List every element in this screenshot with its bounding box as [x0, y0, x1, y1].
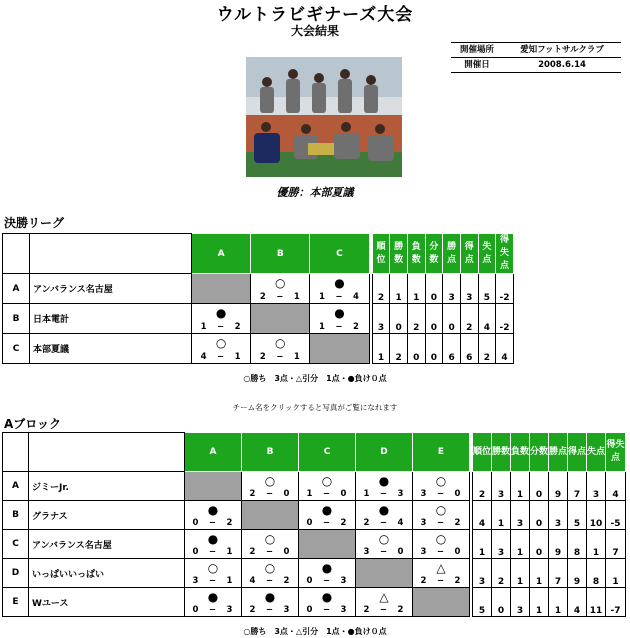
- match-score: 3 − 1: [192, 576, 234, 586]
- stat-value: 0: [407, 334, 425, 364]
- match-score: 2 − 2: [363, 605, 405, 615]
- a-block-title: Aブロック: [4, 417, 62, 431]
- corner-cell: [29, 433, 185, 472]
- corner-cell: [3, 433, 29, 472]
- match-score: 0 − 3: [192, 605, 234, 615]
- team-name-link[interactable]: アンバランス名古屋: [30, 274, 192, 304]
- result-symbol: ●: [207, 532, 219, 546]
- stat-header: 分数: [425, 234, 443, 274]
- stat-header: 分数: [530, 433, 549, 472]
- legend: ○勝ち 3点・△引分 1点・●負け０点: [243, 374, 387, 383]
- stat-value: 3: [492, 472, 511, 501]
- team-letter: B: [3, 304, 30, 334]
- stat-header: 得点: [460, 234, 478, 274]
- match-result-cell: [413, 501, 470, 530]
- match-score: 2 − 2: [420, 576, 462, 586]
- match-score: 3 − 0: [420, 547, 462, 557]
- header-row: [3, 234, 622, 274]
- stat-value: 9: [549, 530, 568, 559]
- stat-header: 負数: [511, 433, 530, 472]
- stat-value: -2: [496, 274, 514, 304]
- self-match-cell: [251, 304, 310, 334]
- stat-header: 順位: [372, 234, 390, 274]
- legend: ○勝ち 3点・△引分 1点・●負け０点: [243, 627, 387, 636]
- stat-value: 2: [478, 334, 496, 364]
- match-result-cell: [242, 559, 299, 588]
- match-result-cell: [356, 501, 413, 530]
- date-row: [451, 58, 621, 73]
- stat-value: 0: [425, 274, 443, 304]
- stat-value: 1: [511, 559, 530, 588]
- match-score: 0 − 2: [306, 518, 348, 528]
- match-score: 0 − 3: [306, 576, 348, 586]
- stat-value: 1: [473, 530, 492, 559]
- match-result-cell: [356, 530, 413, 559]
- match-score: 1 − 0: [306, 489, 348, 499]
- match-score: 1 − 2: [200, 322, 242, 332]
- stat-value: 4: [478, 304, 496, 334]
- match-score: 1 − 2: [319, 322, 360, 332]
- match-result-cell: [242, 530, 299, 559]
- match-result-cell: [299, 559, 356, 588]
- stat-value: 2: [492, 559, 511, 588]
- stat-value: 9: [549, 472, 568, 501]
- result-symbol: ●: [207, 503, 219, 517]
- final-league-title: 決勝リーグ: [4, 216, 65, 230]
- match-result-cell: [356, 588, 413, 617]
- stat-value: 0: [390, 304, 408, 334]
- stat-value: 4: [473, 501, 492, 530]
- match-score: 3 − 0: [363, 547, 405, 557]
- match-score: 0 − 3: [306, 605, 348, 615]
- stat-header: 勝数: [492, 433, 511, 472]
- self-match-cell: [299, 530, 356, 559]
- team-letter: C: [3, 334, 30, 364]
- stat-header: 失点: [587, 433, 606, 472]
- stat-value: 3: [587, 472, 606, 501]
- stat-value: 1: [511, 472, 530, 501]
- stat-header: 勝点: [549, 433, 568, 472]
- result-symbol: ●: [207, 590, 219, 604]
- team-name-link[interactable]: ジミーJr.: [29, 472, 185, 501]
- stat-value: 6: [443, 334, 461, 364]
- col-header: B: [251, 234, 310, 274]
- stat-value: 5: [478, 274, 496, 304]
- match-result-cell: [310, 274, 369, 304]
- venue-label: 開催場所: [459, 45, 494, 55]
- team-row: [3, 304, 622, 334]
- stat-value: 9: [568, 559, 587, 588]
- stat-value: 3: [511, 501, 530, 530]
- team-letter: A: [3, 472, 29, 501]
- result-symbol: △: [436, 561, 446, 575]
- stat-value: 1: [587, 530, 606, 559]
- team-row: [3, 472, 626, 501]
- stat-value: 3: [473, 559, 492, 588]
- match-score: 0 − 1: [192, 547, 234, 557]
- stat-header: 負数: [407, 234, 425, 274]
- match-result-cell: [242, 472, 299, 501]
- corner-cell: [3, 234, 30, 274]
- stat-value: 1: [390, 274, 408, 304]
- match-result-cell: [242, 588, 299, 617]
- self-match-cell: [310, 334, 369, 364]
- venue-row: [451, 42, 621, 58]
- click-note: チーム名をクリックすると写真がご覧になれます: [232, 403, 398, 412]
- stat-value: 7: [549, 559, 568, 588]
- result-symbol: ○: [378, 532, 390, 546]
- stat-value: 1: [407, 274, 425, 304]
- col-header: A: [185, 433, 242, 472]
- match-result-cell: [251, 274, 310, 304]
- page-title: ウルトラビギナーズ大会: [216, 5, 414, 25]
- stat-value: 0: [492, 588, 511, 617]
- stat-header: 得失点: [606, 433, 626, 472]
- result-symbol: ○: [435, 474, 447, 488]
- self-match-cell: [192, 274, 251, 304]
- stat-value: 2: [407, 304, 425, 334]
- result-symbol: ●: [334, 276, 345, 290]
- team-name-link[interactable]: 日本電計: [30, 304, 192, 334]
- result-symbol: ○: [264, 474, 276, 488]
- stat-header: 勝点: [443, 234, 461, 274]
- stat-value: 2: [473, 472, 492, 501]
- event-info: [451, 42, 621, 73]
- stat-header: 順位: [473, 433, 492, 472]
- stat-value: -2: [496, 304, 514, 334]
- match-score: 1 − 3: [363, 489, 405, 499]
- stat-value: 0: [530, 501, 549, 530]
- match-result-cell: [251, 334, 310, 364]
- stat-value: 1: [549, 588, 568, 617]
- match-result-cell: [299, 588, 356, 617]
- result-symbol: ●: [215, 306, 227, 320]
- match-result-cell: [413, 472, 470, 501]
- team-name-link[interactable]: 本部夏議: [30, 334, 192, 364]
- self-match-cell: [413, 588, 470, 617]
- stat-value: 3: [443, 274, 461, 304]
- self-match-cell: [356, 559, 413, 588]
- stat-value: 1: [511, 530, 530, 559]
- col-header: C: [299, 433, 356, 472]
- team-row: [3, 274, 622, 304]
- stat-header: 失点: [478, 234, 496, 274]
- col-header: E: [413, 433, 470, 472]
- date-value: 2008.6.14: [538, 60, 586, 70]
- match-result-cell: [413, 530, 470, 559]
- a-block-table: [2, 432, 626, 617]
- stat-value: 11: [587, 588, 606, 617]
- match-result-cell: [185, 530, 242, 559]
- result-symbol: △: [379, 590, 389, 604]
- team-photo: [246, 57, 402, 177]
- match-score: 4 − 1: [200, 352, 242, 362]
- team-letter: E: [3, 588, 29, 617]
- stat-value: 2: [372, 274, 390, 304]
- stat-header: 得失点: [496, 234, 514, 274]
- stat-value: 5: [473, 588, 492, 617]
- photo-caption: 優勝：本部夏議: [276, 186, 354, 199]
- stat-value: 4: [496, 334, 514, 364]
- result-symbol: ○: [207, 561, 219, 575]
- result-symbol: ○: [264, 561, 276, 575]
- team-row: [3, 588, 626, 617]
- match-result-cell: [192, 304, 251, 334]
- match-score: 2 − 1: [259, 352, 301, 362]
- stat-value: 3: [549, 501, 568, 530]
- result-symbol: ○: [215, 336, 227, 350]
- result-symbol: ●: [378, 503, 390, 517]
- stat-value: 1: [492, 501, 511, 530]
- result-symbol: ○: [275, 336, 286, 350]
- stat-value: 3: [492, 530, 511, 559]
- match-score: 2 − 3: [249, 605, 291, 615]
- stat-value: -5: [606, 501, 626, 530]
- match-score: 2 − 4: [363, 518, 405, 528]
- team-name-link[interactable]: いっぱいいっぱい: [29, 559, 185, 588]
- match-result-cell: [185, 588, 242, 617]
- col-header: A: [192, 234, 251, 274]
- stat-value: 0: [530, 472, 549, 501]
- team-row: [3, 334, 622, 364]
- stat-value: 3: [372, 304, 390, 334]
- team-row: [3, 559, 626, 588]
- stat-value: 4: [568, 588, 587, 617]
- match-score: 3 − 2: [420, 518, 462, 528]
- result-symbol: ○: [275, 276, 286, 290]
- team-name-link[interactable]: Wユース: [29, 588, 185, 617]
- stat-value: 7: [606, 530, 626, 559]
- result-symbol: ●: [321, 503, 333, 517]
- final-league-table: [2, 233, 622, 364]
- stat-value: 1: [530, 559, 549, 588]
- stat-value: 0: [425, 334, 443, 364]
- team-row: [3, 501, 626, 530]
- result-symbol: ●: [334, 306, 345, 320]
- match-result-cell: [192, 334, 251, 364]
- corner-cell: [30, 234, 192, 274]
- team-letter: A: [3, 274, 30, 304]
- match-result-cell: [185, 559, 242, 588]
- result-symbol: ●: [321, 561, 333, 575]
- result-symbol: ○: [435, 503, 447, 517]
- stat-value: 3: [460, 274, 478, 304]
- match-result-cell: [185, 501, 242, 530]
- result-symbol: ●: [264, 590, 276, 604]
- match-result-cell: [356, 472, 413, 501]
- result-symbol: ○: [435, 532, 447, 546]
- stat-value: 1: [372, 334, 390, 364]
- page-subtitle: 大会結果: [290, 24, 339, 38]
- stat-header: 得点: [568, 433, 587, 472]
- team-letter: D: [3, 559, 29, 588]
- result-symbol: ○: [321, 474, 333, 488]
- stat-value: 2: [460, 304, 478, 334]
- stat-value: -7: [606, 588, 626, 617]
- col-header: C: [310, 234, 369, 274]
- stat-value: 0: [425, 304, 443, 334]
- result-symbol: ●: [321, 590, 333, 604]
- date-label: 開催日: [464, 60, 490, 70]
- stat-value: 3: [511, 588, 530, 617]
- match-result-cell: [299, 472, 356, 501]
- stat-value: 8: [587, 559, 606, 588]
- self-match-cell: [242, 501, 299, 530]
- match-result-cell: [299, 501, 356, 530]
- venue-value: 愛知フットサルクラブ: [520, 45, 604, 55]
- stat-value: 10: [587, 501, 606, 530]
- match-score: 3 − 0: [420, 489, 462, 499]
- match-score: 2 − 0: [249, 489, 291, 499]
- stat-header: 勝数: [390, 234, 408, 274]
- stat-value: 1: [606, 559, 626, 588]
- stat-value: 0: [530, 530, 549, 559]
- match-score: 0 − 2: [192, 518, 234, 528]
- team-letter: C: [3, 530, 29, 559]
- header-row: [3, 433, 626, 472]
- stat-value: 6: [460, 334, 478, 364]
- match-result-cell: [310, 304, 369, 334]
- team-name-link[interactable]: アンバランス名古屋: [29, 530, 185, 559]
- stat-value: 2: [390, 334, 408, 364]
- match-score: 2 − 0: [249, 547, 291, 557]
- match-result-cell: [413, 559, 470, 588]
- stat-value: 0: [443, 304, 461, 334]
- stat-value: 1: [530, 588, 549, 617]
- col-header: D: [356, 433, 413, 472]
- stat-value: 8: [568, 530, 587, 559]
- result-symbol: ○: [264, 532, 276, 546]
- match-score: 2 − 1: [259, 292, 301, 302]
- match-score: 4 − 2: [249, 576, 291, 586]
- stat-value: 7: [568, 472, 587, 501]
- result-symbol: ●: [378, 474, 390, 488]
- team-row: [3, 530, 626, 559]
- team-name-link[interactable]: グラナス: [29, 501, 185, 530]
- match-score: 1 − 4: [319, 292, 360, 302]
- stat-value: 5: [568, 501, 587, 530]
- self-match-cell: [185, 472, 242, 501]
- team-letter: B: [3, 501, 29, 530]
- col-header: B: [242, 433, 299, 472]
- stat-value: 4: [606, 472, 626, 501]
